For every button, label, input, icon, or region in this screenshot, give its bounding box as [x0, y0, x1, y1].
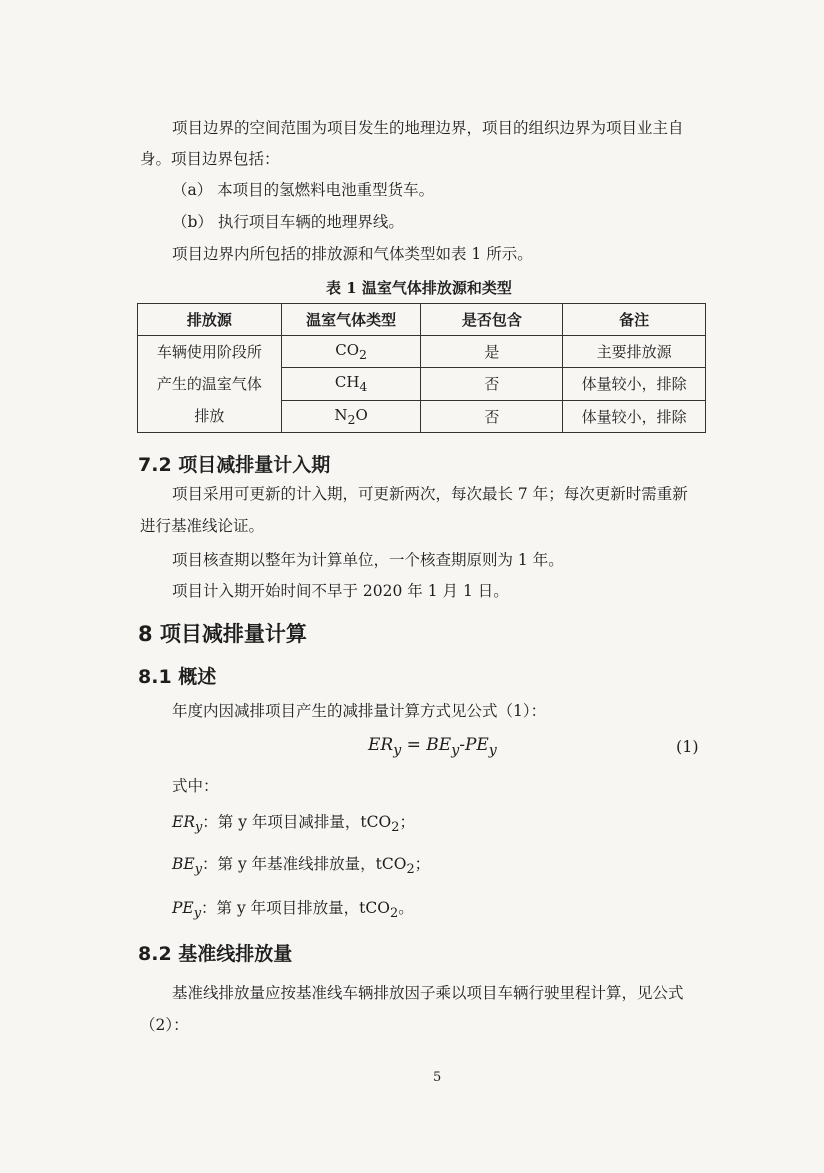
include-cell: 否 [421, 400, 563, 432]
table-row [138, 336, 706, 368]
definition-pe: $PE_y$：第 y 年项目排放量，tCO$_2$。 [172, 899, 414, 922]
s72-p1-line-1: 项目采用可更新的计入期，可更新两次，每次最长 7 年；每次更新时需重新 [172, 485, 688, 503]
note-cell: 主要排放源 [563, 336, 706, 368]
table-caption: 表 1 温室气体排放源和类型 [326, 279, 512, 297]
s72-p1-line-2: 进行基准线论证。 [140, 517, 265, 535]
source-line-1: 车辆使用阶段所 [156, 343, 262, 361]
s82-p1-line-2: （2）： [140, 1016, 189, 1034]
page-number: 5 [433, 1070, 442, 1085]
heading-8-1: 8.1 概述 [138, 666, 217, 688]
s72-p2: 项目核查期以整年为计算单位，一个核查期原则为 1 年。 [172, 551, 564, 569]
header-source: 排放源 [138, 304, 282, 336]
include-cell: 否 [421, 368, 563, 400]
source-cell [138, 336, 282, 433]
gas-cell: $N_2O$ [281, 400, 421, 432]
emission-source-table [137, 303, 706, 433]
heading-8: 8 项目减排量计算 [138, 622, 307, 646]
boundary-item-b: （b） 执行项目车辆的地理界线。 [172, 213, 404, 231]
s72-p3: 项目计入期开始时间不早于 2020 年 1 月 1 日。 [172, 582, 509, 600]
formula-number: (1) [676, 737, 699, 756]
s82-p1-line-1: 基准线排放量应按基准线车辆排放因子乘以项目车辆行驶里程计算，见公式 [172, 984, 684, 1002]
s81-p1: 年度内因减排项目产生的减排量计算方式见公式（1）： [172, 702, 547, 720]
heading-7-2: 7.2 项目减排量计入期 [138, 454, 331, 476]
table-reference: 项目边界内所包括的排放源和气体类型如表 1 所示。 [172, 245, 533, 263]
where-label: 式中： [172, 777, 219, 795]
note-cell: 体量较小，排除 [563, 400, 706, 432]
header-note: 备注 [563, 304, 706, 336]
include-cell: 是 [421, 336, 563, 368]
table-header-row [138, 304, 706, 336]
formula-1: $ER_y = BE_y-PE_y$ [368, 735, 497, 759]
gas-cell: $CH_4$ [281, 368, 421, 400]
source-line-2: 产生的温室气体 [156, 375, 262, 393]
boundary-item-a: （a） 本项目的氢燃料电池重型货车。 [172, 181, 435, 199]
definition-be: $BE_y$：第 y 年基准线排放量，tCO$_2$； [172, 855, 431, 878]
header-gas-type: 温室气体类型 [281, 304, 421, 336]
heading-8-2: 8.2 基准线排放量 [138, 943, 293, 965]
source-line-3: 排放 [194, 407, 225, 425]
definition-er: $ER_y$：第 y 年项目减排量，tCO$_2$； [172, 813, 415, 836]
note-cell: 体量较小，排除 [563, 368, 706, 400]
intro-line-1: 项目边界的空间范围为项目发生的地理边界，项目的组织边界为项目业主自 [172, 119, 684, 137]
intro-line-2: 身。项目边界包括： [140, 150, 280, 168]
header-included: 是否包含 [421, 304, 563, 336]
gas-cell: $CO_2$ [281, 336, 421, 368]
